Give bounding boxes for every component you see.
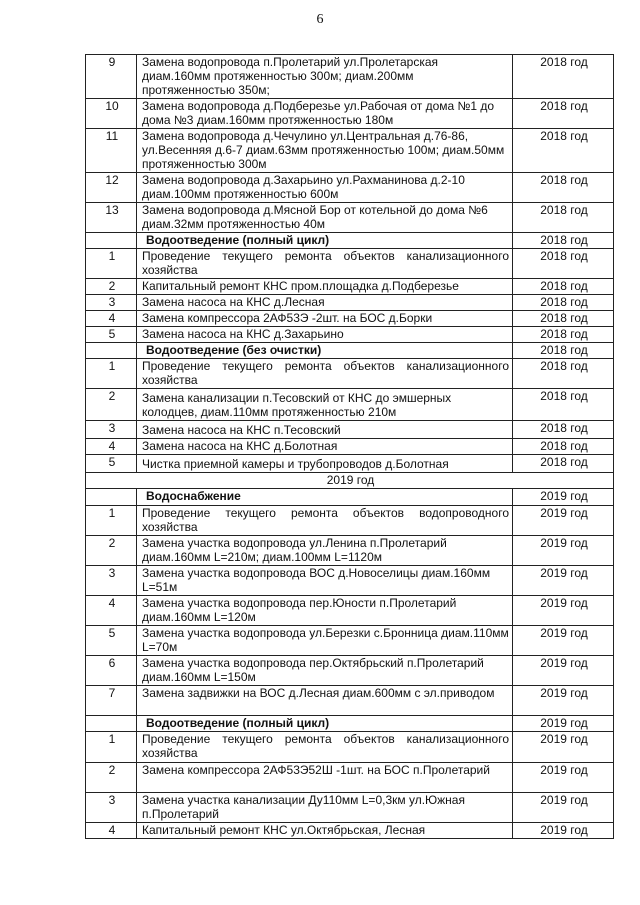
- work-description: Замена участка водопровода пер.Октябрьский п.Пролетарий диам.160мм L=150м: [137, 656, 513, 686]
- section-title: Водоотведение (без очистки): [137, 343, 513, 359]
- work-year: 2018 год: [513, 203, 614, 233]
- work-year: 2018 год: [513, 279, 614, 295]
- work-year: 2019 год: [513, 656, 614, 686]
- item-number: 4: [86, 596, 137, 626]
- work-description: Замена участка водопровода ул.Ленина п.Пролетарий диам.160мм L=210м; диам.100мм L=1120м: [137, 536, 513, 566]
- table-row: [86, 626, 614, 656]
- work-year: 2019 год: [513, 763, 614, 793]
- table-row: [86, 311, 614, 327]
- item-number: 7: [86, 686, 137, 716]
- work-year: 2019 год: [513, 716, 614, 732]
- table-row: [86, 506, 614, 536]
- item-number: 2: [86, 536, 137, 566]
- work-year: 2018 год: [513, 249, 614, 279]
- work-description: Замена водопровода д.Подберезье ул.Рабочая от дома №1 до дома №3 диам.160мм протяженностью 180м: [137, 99, 513, 129]
- work-description: Замена компрессора 2АФ53Э52Ш -1шт. на БОС п.Пролетарий: [137, 763, 513, 793]
- item-number: 5: [86, 327, 137, 343]
- work-description: Проведение текущего ремонта объектов канализационного хозяйства: [137, 359, 513, 389]
- table-row: [86, 99, 614, 129]
- work-year: 2018 год: [513, 343, 614, 359]
- work-year: 2018 год: [513, 327, 614, 343]
- table-row: [86, 596, 614, 626]
- work-year: 2018 год: [513, 233, 614, 249]
- table-row: [86, 732, 614, 763]
- work-year: 2019 год: [513, 506, 614, 536]
- table-row: [86, 389, 614, 421]
- work-description: Капитальный ремонт КНС пром.площадка д.Подберезье: [137, 279, 513, 295]
- table-row: [86, 295, 614, 311]
- item-number: 1: [86, 359, 137, 389]
- work-year: 2019 год: [513, 536, 614, 566]
- work-year: 2018 год: [513, 173, 614, 203]
- work-year: 2019 год: [513, 823, 614, 839]
- table-row: [86, 763, 614, 793]
- item-number: 2: [86, 389, 137, 421]
- table-row: [86, 55, 614, 99]
- section-title: Водоотведение (полный цикл): [137, 716, 513, 732]
- table-row: [86, 249, 614, 279]
- work-year: 2019 год: [513, 566, 614, 596]
- item-number: 10: [86, 99, 137, 129]
- table-row: [86, 279, 614, 295]
- year-heading: 2019 год: [86, 473, 614, 489]
- work-description: Замена водопровода д.Захарьино ул.Рахманинова д.2-10 диам.100мм протяженностью 600м: [137, 173, 513, 203]
- work-description: Замена компрессора 2АФ53Э -2шт. на БОС д.Борки: [137, 311, 513, 327]
- work-year: 2018 год: [513, 99, 614, 129]
- work-year: 2018 год: [513, 455, 614, 473]
- work-year: 2018 год: [513, 129, 614, 173]
- work-description: Замена насоса на КНС д.Болотная: [137, 439, 513, 455]
- item-number: 3: [86, 793, 137, 823]
- table-row: [86, 823, 614, 839]
- work-year: 2018 год: [513, 311, 614, 327]
- item-number: 3: [86, 566, 137, 596]
- table-row: [86, 129, 614, 173]
- item-number: [86, 489, 137, 506]
- section-title: Водоотведение (полный цикл): [137, 233, 513, 249]
- work-description: Замена участка водопровода ул.Березки с.Бронница диам.110мм L=70м: [137, 626, 513, 656]
- item-number: 11: [86, 129, 137, 173]
- item-number: 9: [86, 55, 137, 99]
- work-description: Замена водопровода д.Чечулино ул.Центральная д.76-86, ул.Весенняя д.6-7 диам.63мм протяженностью 100м; диам.50мм протяженностью 300м: [137, 129, 513, 173]
- table-row: [86, 359, 614, 389]
- work-description: Замена участка водопровода ВОС д.Новоселицы диам.160мм L=51м: [137, 566, 513, 596]
- item-number: 1: [86, 732, 137, 763]
- table-row: [86, 439, 614, 455]
- work-year: 2019 год: [513, 793, 614, 823]
- work-description: Чистка приемной камеры и трубопроводов д.Болотная: [137, 455, 513, 473]
- work-plan-body: [86, 55, 614, 839]
- work-description: Замена насоса на КНС п.Тесовский: [137, 421, 513, 439]
- table-row: [86, 566, 614, 596]
- item-number: 5: [86, 626, 137, 656]
- item-number: 2: [86, 279, 137, 295]
- item-number: 3: [86, 295, 137, 311]
- item-number: [86, 716, 137, 732]
- work-year: 2019 год: [513, 626, 614, 656]
- table-row: [86, 421, 614, 439]
- item-number: 6: [86, 656, 137, 686]
- work-year: 2018 год: [513, 421, 614, 439]
- table-row: [86, 173, 614, 203]
- work-description: Замена водопровода п.Пролетарий ул.Пролетарская диам.160мм протяженностью 300м; диам.200мм протяженностью 350м;: [137, 55, 513, 99]
- section-row: [86, 233, 614, 249]
- table-row: [86, 793, 614, 823]
- work-year: 2018 год: [513, 359, 614, 389]
- section-row: [86, 343, 614, 359]
- item-number: 4: [86, 439, 137, 455]
- item-number: 3: [86, 421, 137, 439]
- item-number: [86, 233, 137, 249]
- work-description: Замена участка водопровода пер.Юности п.Пролетарий диам.160мм L=120м: [137, 596, 513, 626]
- work-year: 2019 год: [513, 686, 614, 716]
- work-description: Замена водопровода д.Мясной Бор от котельной до дома №6 диам.32мм протяженностью 40м: [137, 203, 513, 233]
- table-row: [86, 203, 614, 233]
- item-number: 2: [86, 763, 137, 793]
- work-description: Замена насоса на КНС д.Лесная: [137, 295, 513, 311]
- table-row: [86, 327, 614, 343]
- section-title: Водоснабжение: [137, 489, 513, 506]
- work-description: Проведение текущего ремонта объектов канализационного хозяйства: [137, 249, 513, 279]
- item-number: 4: [86, 311, 137, 327]
- work-description: Замена насоса на КНС д.Захарьино: [137, 327, 513, 343]
- work-description: Проведение текущего ремонта объектов канализационного хозяйства: [137, 732, 513, 763]
- item-number: 13: [86, 203, 137, 233]
- section-row: [86, 489, 614, 506]
- section-row: [86, 716, 614, 732]
- table-row: [86, 455, 614, 473]
- work-year: 2019 год: [513, 489, 614, 506]
- work-year: 2018 год: [513, 295, 614, 311]
- work-description: Проведение текущего ремонта объектов водопроводного хозяйства: [137, 506, 513, 536]
- item-number: 1: [86, 249, 137, 279]
- work-plan-table: [85, 54, 614, 839]
- item-number: 5: [86, 455, 137, 473]
- item-number: 12: [86, 173, 137, 203]
- table-row: [86, 536, 614, 566]
- page-number: 6: [316, 12, 324, 27]
- work-description: Замена задвижки на ВОС д.Лесная диам.600мм с эл.приводом: [137, 686, 513, 716]
- table-row: [86, 656, 614, 686]
- item-number: 1: [86, 506, 137, 536]
- work-year: 2018 год: [513, 389, 614, 421]
- work-year: 2018 год: [513, 439, 614, 455]
- work-description: Замена канализации п.Тесовский от КНС до эмшерных колодцев, диам.110мм протяженностью 210м: [137, 389, 513, 421]
- work-year: 2019 год: [513, 596, 614, 626]
- work-description: Замена участка канализации Ду110мм L=0,3км ул.Южная п.Пролетарий: [137, 793, 513, 823]
- item-number: [86, 343, 137, 359]
- work-year: 2018 год: [513, 55, 614, 99]
- table-row: [86, 686, 614, 716]
- year-heading-row: [86, 473, 614, 489]
- item-number: 4: [86, 823, 137, 839]
- work-description: Капитальный ремонт КНС ул.Октябрьская, Лесная: [137, 823, 513, 839]
- work-year: 2019 год: [513, 732, 614, 763]
